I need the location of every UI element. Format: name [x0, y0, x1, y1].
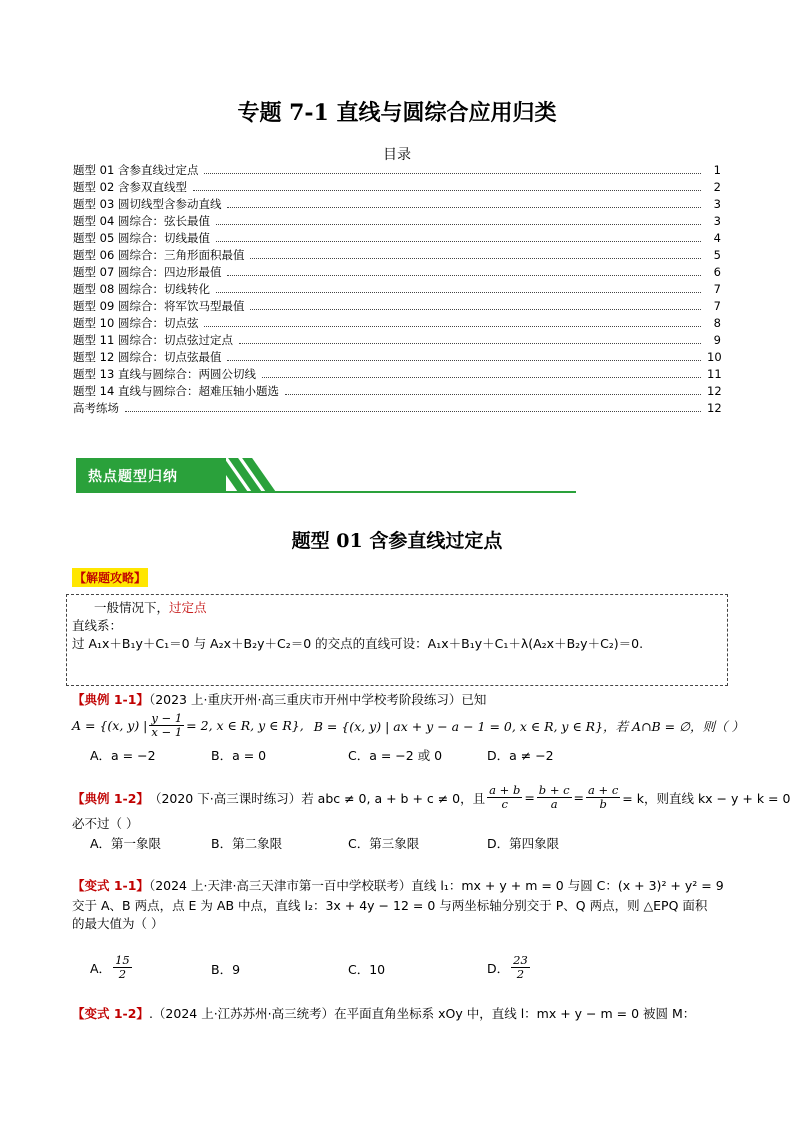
strategy-tag: 【解题攻略】 — [72, 568, 148, 587]
option-b: B．第二象限 — [211, 836, 283, 851]
toc-page: 3 — [713, 214, 721, 228]
option-a: A． $\frac{15}{2}$ — [90, 953, 130, 981]
toc-page: 9 — [713, 333, 721, 347]
variant-1-2-line1: 【变式 1-2】.（2024 上·江苏苏州·高三统考）在平面直角坐标系 xOy 中，直线 l：mx + y − m = 0 被圆 M： — [72, 1006, 696, 1021]
option-c: C．a = −2 或 0 — [348, 748, 443, 763]
toc-page: 7 — [713, 282, 721, 296]
toc-label: 题型 05 圆综合：切线最值 — [73, 231, 210, 245]
toc-leader — [262, 377, 701, 378]
example-1-1-header: 【典例 1-1】（2023 上·重庆开州·高三重庆市开州中学校考阶段练习）已知 — [72, 692, 487, 707]
strategy-line-3: 过 A₁x＋B₁y＋C₁＝0 与 A₂x＋B₂y＋C₂＝0 的交点的直线可设：A₁x＋B₁y＋C₁＋λ(A₂x＋B₂y＋C₂)＝0. — [72, 636, 644, 651]
variant-1-1-line3: 的最大值为（ ） — [72, 916, 164, 931]
option-d: D．第四象限 — [487, 836, 560, 851]
section-banner — [76, 458, 576, 494]
option-c: C．10 — [348, 962, 386, 977]
toc-page: 2 — [713, 180, 721, 194]
toc-label: 题型 03 圆切线型含参动直线 — [73, 197, 222, 211]
section-title: 题型 01 含参直线过定点 — [291, 530, 503, 552]
toc-page: 4 — [713, 231, 721, 245]
variant-1-1-line1: 【变式 1-1】（2024 上·天津·高三天津市第一百中学校联考）直线 l₁：mx + y + m = 0 与圆 C：(x + 3)² + y² = 9 — [72, 878, 724, 893]
toc-leader — [216, 224, 701, 225]
option-c: C．第三象限 — [348, 836, 420, 851]
toc-heading: 目录 — [383, 147, 411, 163]
option-d: D． $\frac{23}{2}$ — [487, 953, 528, 981]
toc-page: 8 — [713, 316, 721, 330]
toc-row[interactable] — [73, 349, 721, 366]
toc-row[interactable] — [73, 281, 721, 298]
toc-page: 11 — [707, 367, 722, 381]
toc-page: 12 — [707, 384, 722, 398]
option-d: D．a ≠ −2 — [487, 748, 554, 763]
toc-row[interactable] — [73, 400, 721, 417]
toc-row[interactable] — [73, 383, 721, 400]
toc-page: 6 — [713, 265, 721, 279]
example-1-1-sets: A = {(x, y) | $\frac{y - 1}{x - 1}$ = 2, x ∈ R, y ∈ R}, B = {(x, y) | ax + y − a − 1 = 0, x ∈ R, y ∈ R}，若 A∩B = ∅，则（ ） — [72, 711, 744, 739]
option-a: A．第一象限 — [90, 836, 162, 851]
toc-page: 5 — [713, 248, 721, 262]
strategy-line-2: 直线系： — [72, 618, 123, 633]
toc-row[interactable] — [73, 213, 721, 230]
toc-label: 题型 13 直线与圆综合：两圆公切线 — [73, 367, 256, 381]
toc-label: 高考练场 — [73, 401, 119, 415]
toc-row[interactable] — [73, 332, 721, 349]
toc-label: 题型 07 圆综合：四边形最值 — [73, 265, 222, 279]
toc-page: 10 — [707, 350, 722, 364]
toc-label: 题型 02 含参双直线型 — [73, 180, 187, 194]
toc-page: 12 — [707, 401, 722, 415]
toc-label: 题型 09 圆综合：将军饮马型最值 — [73, 299, 245, 313]
toc-label: 题型 14 直线与圆综合：超难压轴小题选 — [73, 384, 279, 398]
strategy-line-1: 一般情况下，过定点 — [94, 600, 207, 615]
toc-label: 题型 04 圆综合：弦长最值 — [73, 214, 210, 228]
toc-label: 题型 01 含参直线过定点 — [73, 163, 199, 177]
toc-label: 题型 11 圆综合：切点弦过定点 — [73, 333, 233, 347]
table-of-contents — [73, 162, 721, 417]
toc-label: 题型 10 圆综合：切点弦 — [73, 316, 199, 330]
toc-row[interactable] — [73, 264, 721, 281]
toc-row[interactable] — [73, 196, 721, 213]
document-title: 专题 7-1 直线与圆综合应用归类 — [237, 100, 557, 126]
toc-leader — [204, 326, 701, 327]
toc-leader — [250, 309, 701, 310]
option-b: B．a = 0 — [211, 748, 267, 763]
toc-leader — [239, 343, 701, 344]
toc-row[interactable] — [73, 298, 721, 315]
fraction: $\frac{y - 1}{x - 1}$ — [151, 711, 183, 739]
example-1-2-line2: 必不过（ ） — [72, 816, 139, 831]
toc-leader — [227, 275, 701, 276]
toc-row[interactable] — [73, 315, 721, 332]
option-b: B．9 — [211, 962, 241, 977]
toc-row[interactable] — [73, 162, 721, 179]
toc-label: 题型 06 圆综合：三角形面积最值 — [73, 248, 245, 262]
toc-leader — [216, 292, 701, 293]
toc-leader — [227, 360, 701, 361]
variant-1-1-line2: 交于 A、B 两点，点 E 为 AB 中点，直线 l₂：3x + 4y − 12 = 0 与两坐标轴分别交于 P、Q 两点，则 △EPQ 面积 — [72, 898, 708, 913]
toc-leader — [227, 207, 701, 208]
option-a: A．a = −2 — [90, 748, 156, 763]
example-1-2-header: 【典例 1-2】 （2020 下·高三课时练习）若 abc ≠ 0, a + b + c ≠ 0，且 $\frac{a + b}{c}$ = $\frac{b + c}{a}$ = $\frac{a + c}{b}$ = k，则直线 kx − y + k = 0 — [72, 783, 791, 811]
toc-leader — [125, 411, 701, 412]
toc-label: 题型 08 圆综合：切线转化 — [73, 282, 210, 296]
toc-leader — [250, 258, 701, 259]
toc-leader — [285, 394, 701, 395]
toc-label: 题型 12 圆综合：切点弦最值 — [73, 350, 222, 364]
toc-leader — [204, 173, 701, 174]
toc-page: 1 — [713, 163, 721, 177]
toc-row[interactable] — [73, 179, 721, 196]
banner-label: 热点题型归纳 — [88, 469, 178, 485]
toc-row[interactable] — [73, 247, 721, 264]
toc-row[interactable] — [73, 230, 721, 247]
toc-page: 7 — [713, 299, 721, 313]
toc-leader — [216, 241, 701, 242]
toc-leader — [193, 190, 701, 191]
toc-row[interactable] — [73, 366, 721, 383]
toc-page: 3 — [713, 197, 721, 211]
